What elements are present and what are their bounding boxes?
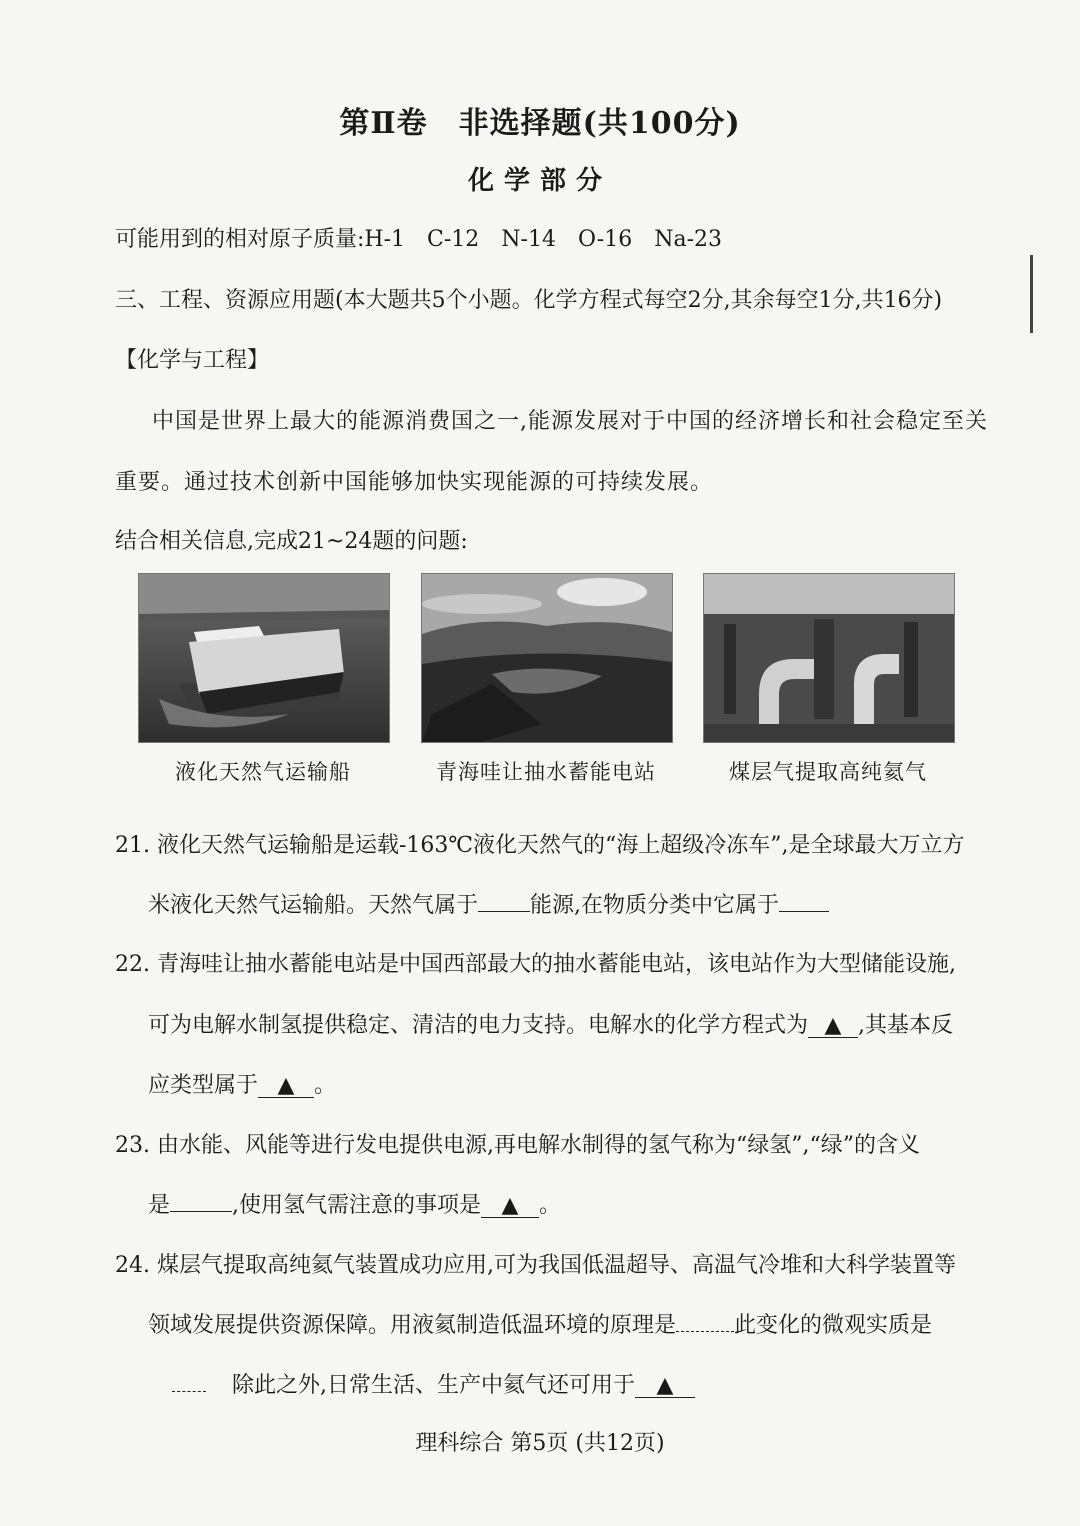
q24-line-1: 24. 煤层气提取高纯氦气装置成功应用,可为我国低温超导、高温气冷堆和大科学装置等	[115, 1253, 956, 1278]
q22-line-2: 可为电解水制氢提供稳定、清洁的电力支持。电解水的化学方程式为 ▲ ,其基本反	[148, 1013, 954, 1038]
q21-line-2: 米液化天然气运输船。天然气属于 能源,在物质分类中它属于	[148, 888, 829, 919]
q24-line-3: 除此之外,日常生活、生产中氦气还可用于 ▲	[172, 1368, 695, 1399]
q22-line-3: 应类型属于 ▲ 。	[148, 1073, 337, 1098]
caption-lng-ship: 液化天然气运输船	[175, 760, 351, 784]
intro-line-2: 重要。通过技术创新中国能够加快实现能源的可持续发展。	[115, 470, 714, 495]
pumped-storage-photo	[421, 573, 673, 743]
q21-line-1: 21. 液化天然气运输船是运载-163℃液化天然气的“海上超级冷冻车”,是全球最大万立方	[115, 833, 965, 858]
answer-blank[interactable]: ▲	[258, 1075, 314, 1098]
answer-blank[interactable]	[779, 911, 829, 912]
caption-pumped-storage: 青海哇让抽水蓄能电站	[436, 760, 656, 784]
helium-plant-photo	[703, 573, 955, 743]
margin-mark	[1030, 255, 1033, 333]
topic-label: 【化学与工程】	[115, 348, 270, 373]
instruction: 结合相关信息,完成21~24题的问题:	[115, 529, 468, 554]
intro-line-1: 中国是世界上最大的能源消费国之一,能源发展对于中国的经济增长和社会稳定至关	[152, 409, 988, 434]
section-subtitle: 化学部分	[467, 166, 612, 196]
page-title: 第Ⅱ卷 非选择题(共100分)	[339, 106, 741, 141]
caption-helium: 煤层气提取高纯氦气	[729, 760, 927, 784]
q23-line-1: 23. 由水能、风能等进行发电提供电源,再电解水制得的氢气称为“绿氢”,“绿”的含义	[115, 1133, 920, 1158]
lng-ship-photo	[138, 573, 390, 743]
answer-blank[interactable]	[478, 911, 530, 912]
answer-blank[interactable]: ▲	[481, 1195, 539, 1218]
answer-blank[interactable]	[172, 1391, 206, 1392]
answer-blank[interactable]: ▲	[635, 1375, 695, 1398]
answer-blank[interactable]	[170, 1211, 232, 1212]
q23-line-2: 是 ,使用氢气需注意的事项是 ▲ 。	[148, 1193, 562, 1218]
answer-blank[interactable]	[676, 1331, 734, 1332]
atomic-masses: 可能用到的相对原子质量:H-1 C-12 N-14 O-16 Na-23	[115, 227, 723, 252]
q24-line-2: 领域发展提供资源保障。用液氦制造低温环境的原理是 此变化的微观实质是	[148, 1313, 933, 1338]
section-heading: 三、工程、资源应用题(本大题共5个小题。化学方程式每空2分,其余每空1分,共16分)	[115, 288, 943, 313]
answer-blank[interactable]: ▲	[808, 1015, 858, 1038]
q22-line-1: 22. 青海哇让抽水蓄能电站是中国西部最大的抽水蓄能电站，该电站作为大型储能设施,	[115, 952, 956, 977]
page-footer: 理科综合 第5页 (共12页)	[415, 1431, 665, 1456]
